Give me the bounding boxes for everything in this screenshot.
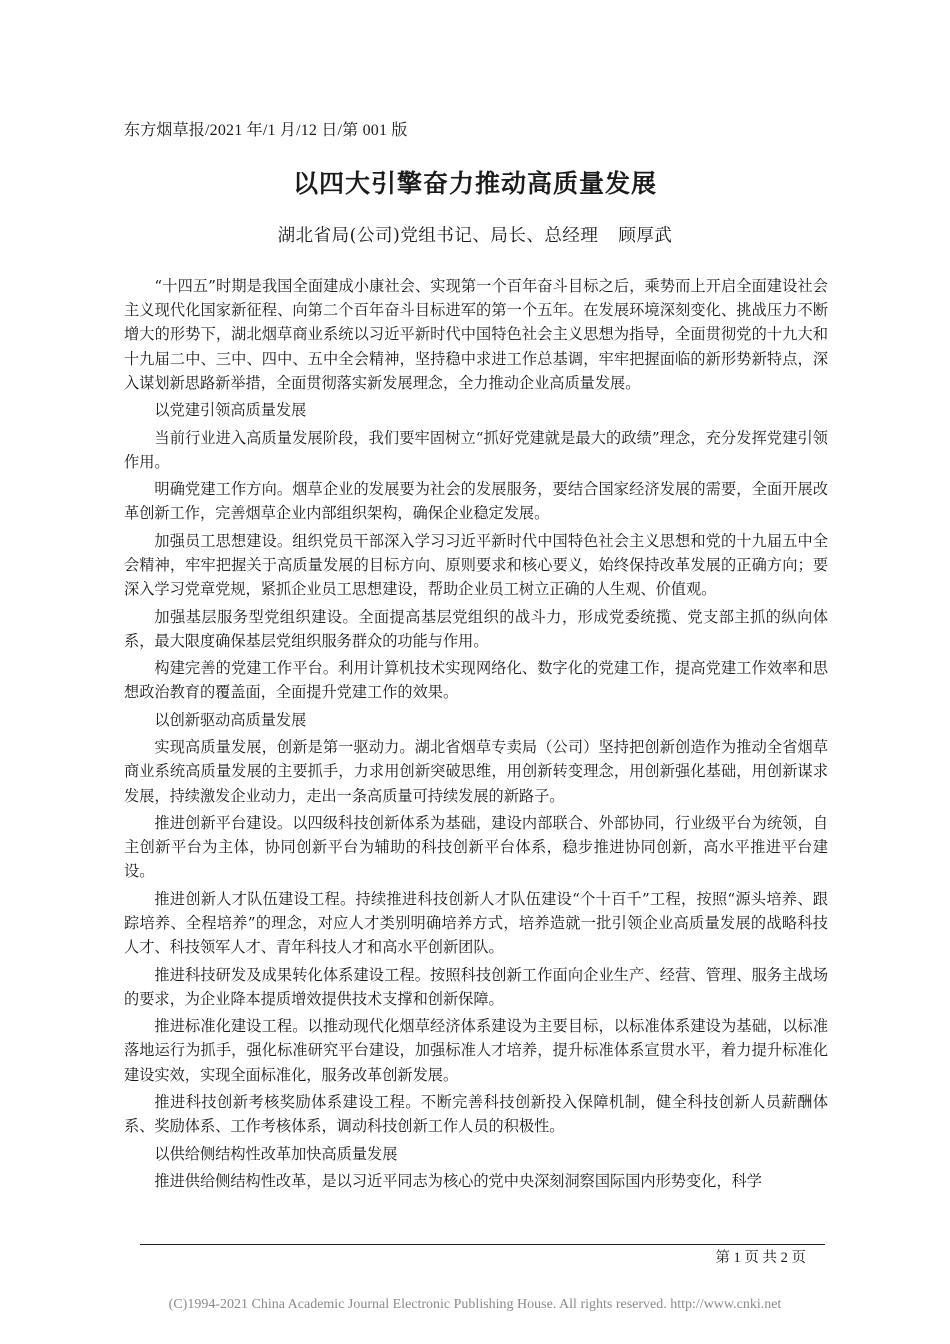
paragraph: 推进标准化建设工程。以推动现代化烟草经济体系建设为主要目标，以标准体系建设为基础，以标准落地运行为抓手，强化标准研究平台建设，加强标准人才培养，提升标准体系宣贯水平，着力提升标准化建设实效，实现全面标准化，服务改革创新发展。 xyxy=(124,1017,828,1084)
paragraph: 推进创新人才队伍建设工程。持续推进科技创新人才队伍建设“个十百千”工程，按照“源头培养、跟踪培养、全程培养”的理念，对应人才类别明确培养方式，培养造就一批引领企业高质量发展的战略科技人才、科技领军人才、青年科技人才和高水平创新团队。 xyxy=(124,889,828,957)
paragraph: “十四五”时期是我国全面建成小康社会、实现第一个百年奋斗目标之后，乘势而上开启全面建设社会主义现代化国家新征程、向第二个百年奋斗目标进军的第一个五年。在发展环境深刻变化、挑战压力不断增大的形势下，湖北烟草商业系统以习近平新时代中国特色社会主义思想为指导，全面贯彻党的十九大和十九届二中、三中、四中、五中全会精神，坚持稳中求进工作总基调，牢牢把握面临的新形势新特点，深入谋划新思路新举措，全面贯彻落实新发展理念，全力推动企业高质量发展。 xyxy=(124,277,828,392)
paragraph: 推进科技创新考核奖励体系建设工程。不断完善科技创新投入保障机制，健全科技创新人员薪酬体系、奖励体系、工作考核体系，调动科技创新工作人员的积极性。 xyxy=(124,1092,828,1136)
author-position: 湖北省局(公司)党组书记、局长、总经理 xyxy=(277,226,599,246)
source-line: 东方烟草报/2021 年/1 月/12 日/第 001 版 xyxy=(124,122,408,139)
article-title: 以四大引擎奋力推动高质量发展 xyxy=(292,169,657,198)
footer-divider xyxy=(140,1244,825,1245)
section-heading: 以供给侧结构性改革加快高质量发展 xyxy=(154,1144,398,1163)
section-heading: 以党建引领高质量发展 xyxy=(154,401,307,420)
paragraph: 推进创新平台建设。以四级科技创新体系为基础，建设内部联合、外部协同，行业级平台为统领，自主创新平台为主体，协同创新平台为辅助的科技创新平台体系，稳步推进协同创新，高水平推进平台建设。 xyxy=(124,813,828,881)
paragraph: 推进科技研发及成果转化体系建设工程。按照科技创新工作面向企业生产、经营、管理、服务主战场的要求，为企业降本提质增效提供技术支撑和创新保障。 xyxy=(124,965,828,1008)
paragraph: 实现高质量发展，创新是第一驱动力。湖北省烟草专卖局（公司）坚持把创新创造作为推动全省烟草商业系统高质量发展的主要抓手，力求用创新突破思维，用创新转变理念，用创新强化基础，用创新谋求发展，持续激发企业动力，走出一条高质量可持续发展的新路子。 xyxy=(124,738,828,805)
article-body xyxy=(124,274,828,1196)
paragraph: 加强基层服务型党组织建设。全面提高基层党组织的战斗力，形成党委统揽、党支部主抓的纵向体系，最大限度确保基层党组织服务群众的功能与作用。 xyxy=(124,607,828,650)
author-name: 顾厚武 xyxy=(618,226,673,246)
byline xyxy=(0,222,950,247)
paragraph: 推进供给侧结构性改革，是以习近平同志为核心的党中央深刻洞察国际国内形势变化，科学 xyxy=(154,1171,762,1190)
paragraph: 当前行业进入高质量发展阶段，我们要牢固树立“抓好党建就是最大的政绩”理念，充分发挥党建引领作用。 xyxy=(124,428,828,471)
page-number: 第 1 页 共 2 页 xyxy=(715,1250,806,1266)
paragraph: 加强员工思想建设。组织党员干部深入学习习近平新时代中国特色社会主义思想和党的十九届五中全会精神，牢牢把握关于高质量发展的目标方向、原则要求和核心要义，始终保持改革发展的正确方向；要深入学习党章党规，紧抓企业员工思想建设，帮助企业员工树立正确的人生观、价值观。 xyxy=(124,531,828,599)
section-heading: 以创新驱动高质量发展 xyxy=(154,710,307,729)
paragraph: 构建完善的党建工作平台。利用计算机技术实现网络化、数字化的党建工作，提高党建工作效率和思想政治教育的覆盖面，全面提升党建工作的效果。 xyxy=(124,659,828,702)
paragraph: 明确党建工作方向。烟草企业的发展要为社会的发展服务，要结合国家经济发展的需要，全面开展改革创新工作，完善烟草企业内部组织架构，确保企业稳定发展。 xyxy=(124,480,828,523)
copyright-watermark: (C)1994-2021 China Academic Journal Electronic Publishing House. All rights reserved. http://www.cnki.net xyxy=(168,1297,782,1312)
